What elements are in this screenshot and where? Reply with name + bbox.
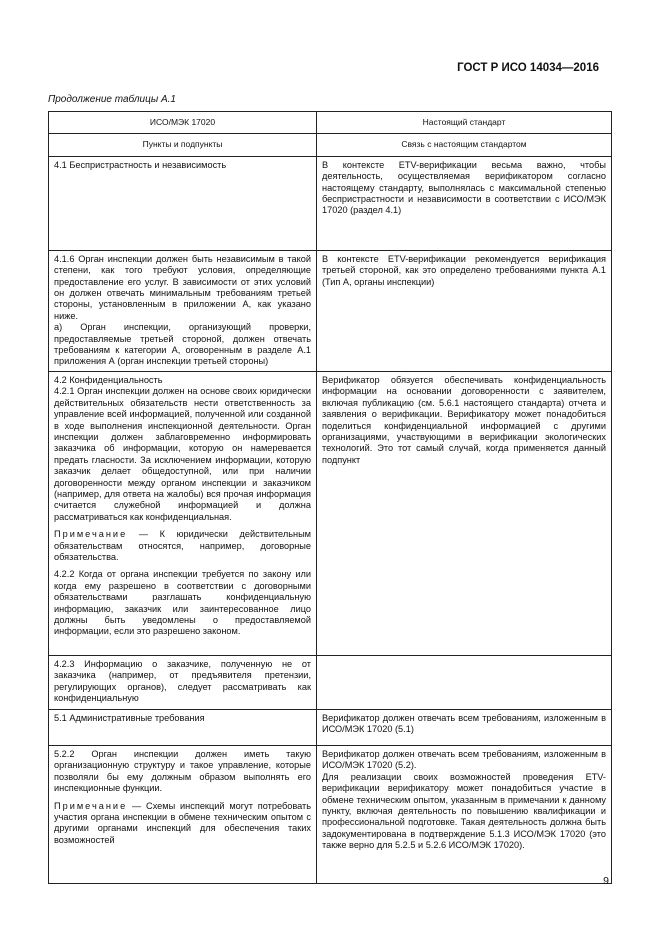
standard-code: ГОСТ Р ИСО 14034—2016 xyxy=(457,62,599,74)
table-row xyxy=(49,709,612,745)
comparison-table xyxy=(48,111,612,884)
cell-text: 4.2.3 Информацию о заказчике, полученную не от заказчика (например, от предъявителя претензии, регулирующих органов), следует рассматривать как конфиденциальную xyxy=(54,658,311,704)
row-right-cell xyxy=(317,156,612,250)
header-row xyxy=(49,112,612,134)
cell-text: Верификатор обязуется обеспечивать конфиденциальность информации на основании договоренности с заявителем, включая публикацию (см. 5.6.1 настоящего стандарта) отчета и заявления о верификации. Верификатору может понадобиться поделиться конфиденциальной информацией с другими организациями, участвующими в верификации экологических технологий. Это тот самый случай, когда применяется данный подпункт xyxy=(322,374,606,465)
table-row xyxy=(49,371,612,655)
table-row xyxy=(49,156,612,250)
table-row xyxy=(49,655,612,709)
cell-text: 4.2.2 Когда от органа инспекции требуется по закону или когда ему разрешено в соответствии с договорными обязательствами разглашать конфиденциальную информацию, заказчик или заинтересованное лицо должны быть уведомлены о предоставляемой информации, если это разрешено законом. xyxy=(54,569,311,637)
cell-text: 4.2 Конфиденциальность 4.2.1 Орган инспекции должен на основе своих юридически действительных обязательств нести ответственность за управление всей информацией, полученной или созданной в ходе выполнения инспекционной деятельности. Орган инспекции должен заблаговременно информировать заказчика об информации, которую он намеревается предать гласности. За исключением информации, которую заказчик делает общедоступной, или при наличии договоренности между органом инспекции и заказчиком (например, для ответа на жалобы) вся прочая информация считается служебной информацией и должна рассматриваться как конфиденциальная. xyxy=(54,374,311,522)
row-left-cell xyxy=(49,156,317,250)
cell-text: В контексте ETV-верификации рекомендуется верификация третьей стороной, как это определено требованиями пункта А.1 (Тип А, органы инспекции) xyxy=(322,253,606,287)
cell-text: В контексте ETV-верификации весьма важно, чтобы деятельность, осуществляемая верификатором согласно настоящему стандарту, выполнялась с максимальной степенью беспристрастности и независимости в соответствии с ИСО/МЭК 17020 (раздел 4.1) xyxy=(322,159,606,216)
note-label: Примечание xyxy=(54,800,128,811)
cell-text: 4.1.6 Орган инспекции должен быть независимым в такой степени, как того требуют условия, определяющие предоставление его услуг. В зависимости от этих условий он должен отвечать минимальным требованиям третьей стороны, установленным в приложении А, как указано ниже. а) Орган инспекции, организующий проверки, предоставляемые третьей стороной, должен отвечать требованиям к категории А, оговоренным в разделе А.1 приложения А (орган инспекции третьей стороны) xyxy=(54,253,311,367)
row-right-cell xyxy=(317,250,612,371)
row-right-cell xyxy=(317,709,612,745)
col1-header: ИСО/МЭК 17020 xyxy=(49,112,317,134)
page-number: 9 xyxy=(603,875,609,887)
row-right-cell xyxy=(317,745,612,883)
cell-text: 5.1 Административные требования xyxy=(54,712,205,723)
table-row xyxy=(49,250,612,371)
row-left-cell xyxy=(49,371,317,655)
cell-text: Верификатор должен отвечать всем требованиям, изложенным в ИСО/МЭК 17020 (5.2). Для реализации своих возможностей проведения ETV-верификации верификатору может понадобиться участие в обмене техническим опытом, указанным в примечании к данному пункту, включая деятельность по повышению квалификации и профессиональной подготовке. Такая деятельность должна быть задокументирована в подтверждение 5.1.3 ИСО/МЭК 17020 (это также верно для 5.2.5 и 5.2.6 ИСО/МЭК 17020). xyxy=(322,748,606,851)
table-row xyxy=(49,745,612,883)
note-label: Примечание xyxy=(54,529,128,540)
table-caption: Продолжение таблицы А.1 xyxy=(48,94,176,105)
row-right-cell xyxy=(317,371,612,655)
row-right-cell xyxy=(317,655,612,709)
row-left-cell xyxy=(49,709,317,745)
row-left-cell xyxy=(49,250,317,371)
subheader-row xyxy=(49,134,612,156)
cell-text: Верификатор должен отвечать всем требованиям, изложенным в ИСО/МЭК 17020 (5.1) xyxy=(322,712,606,735)
note-text: Примечание — Схемы инспекций могут потребовать участия органа инспекции в обмене техническим опытом с другими органами инспекций для обеспечения таких возможностей xyxy=(54,800,311,845)
col2-header: Настоящий стандарт xyxy=(317,112,612,134)
cell-text: 5.2.2 Орган инспекции должен иметь такую организационную структуру и такое управление, которые позволяли бы ему должным образом выполнять его инспекционные функции. xyxy=(54,748,311,794)
note-text: Примечание — К юридически действительным обязательствам относятся, например, договорные обязательства. xyxy=(54,529,311,562)
row-left-cell xyxy=(49,745,317,883)
col1-subheader: Пункты и подпункты xyxy=(49,134,317,156)
col2-subheader: Связь с настоящим стандартом xyxy=(317,134,612,156)
cell-text: 4.1 Беспристрастность и независимость xyxy=(54,159,227,170)
row-left-cell xyxy=(49,655,317,709)
